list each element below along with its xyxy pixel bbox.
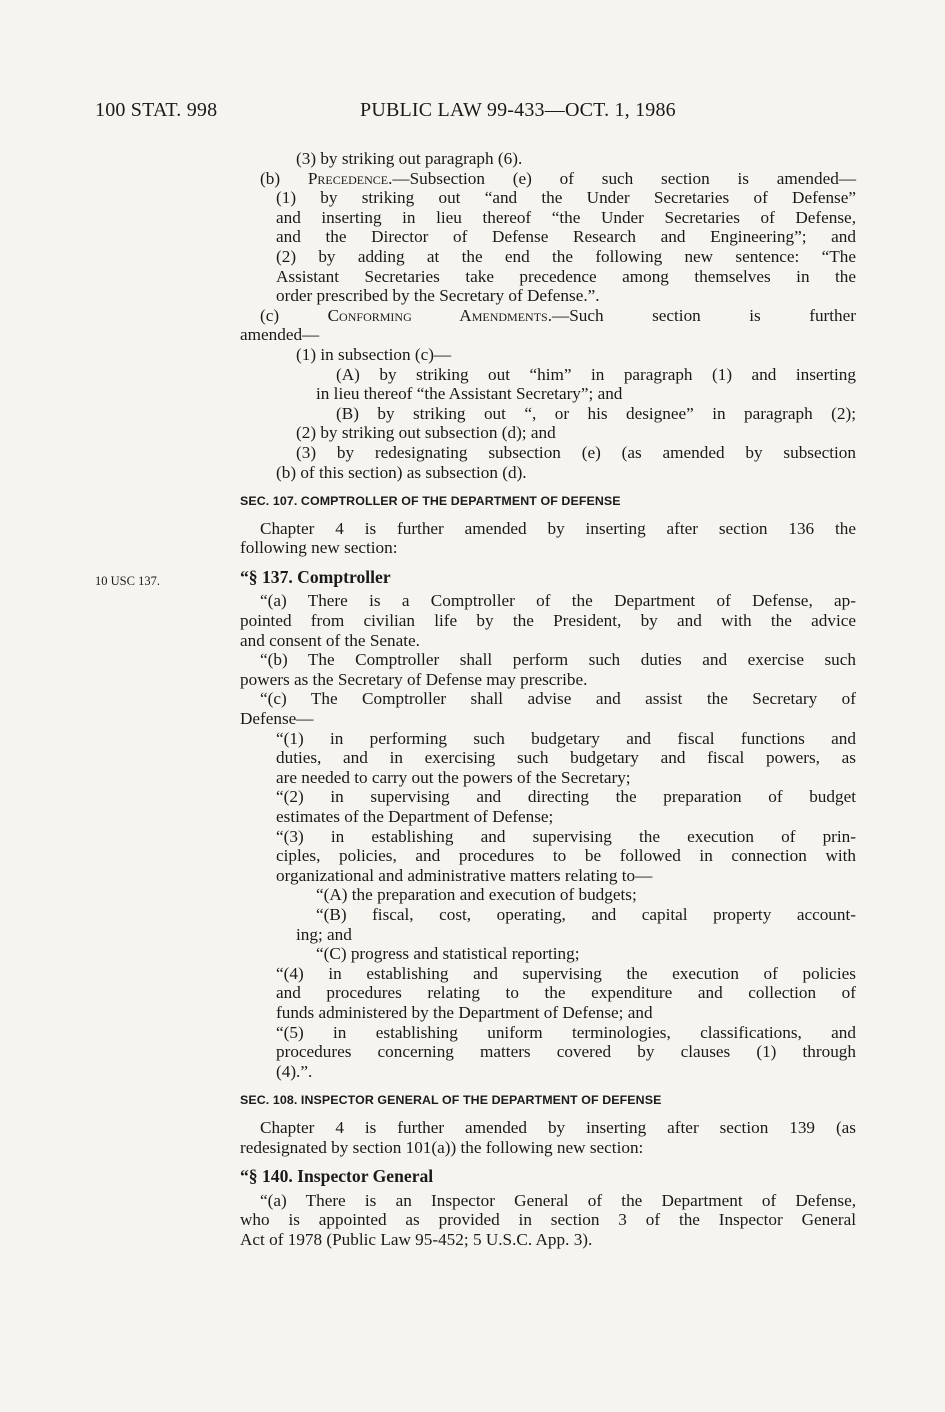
statute-body bbox=[240, 149, 856, 1249]
text-line: procedures concerning matters covered by clauses (1) through bbox=[276, 1042, 856, 1062]
text-line: organizational and administrative matters relating to— bbox=[276, 865, 653, 885]
subsection-heading-precedence: Precedence bbox=[307, 168, 389, 188]
text-line: “(5) in establishing uniform terminologies, classifications, and bbox=[276, 1022, 856, 1042]
text-line: Assistant Secretaries take precedence among themselves in the bbox=[276, 266, 856, 286]
text-line: following new section: bbox=[240, 538, 398, 558]
text-line: (3) by redesignating subsection (e) (as amended by subsection bbox=[296, 442, 856, 462]
text-line: “(2) in supervising and directing the preparation of budget bbox=[276, 787, 856, 807]
text-line: (1) by striking out “and the Under Secretaries of Defense” bbox=[276, 188, 856, 208]
text-line: “(c) The Comptroller shall advise and assist the Secretary of bbox=[260, 689, 856, 709]
section-title-140: “§ 140. Inspector General bbox=[240, 1166, 434, 1187]
text-line: “(4) in establishing and supervising the execution of policies bbox=[276, 963, 856, 983]
text-line: (2) by striking out subsection (d); and bbox=[296, 423, 556, 443]
subsection-heading-conforming: Conforming Amendments bbox=[327, 305, 548, 325]
text-line: ciples, policies, and procedures to be followed in connection with bbox=[276, 846, 856, 866]
text-line: (c) Conforming Amendments.—Such section is further bbox=[260, 305, 856, 325]
page-header-title: PUBLIC LAW 99-433—OCT. 1, 1986 bbox=[360, 99, 676, 121]
text-line: (4).”. bbox=[276, 1061, 313, 1081]
text-line: “(A) the preparation and execution of budgets; bbox=[316, 885, 637, 905]
text-line: (A) by striking out “him” in paragraph (1) and inserting bbox=[336, 364, 856, 384]
text-line: who is appointed as provided in section 3 of the Inspector General bbox=[240, 1210, 856, 1230]
text-line: (B) by striking out “, or his designee” in paragraph (2); bbox=[336, 403, 856, 423]
text-line: Chapter 4 is further amended by inserting after section 136 the bbox=[260, 518, 856, 538]
text-line: amended— bbox=[240, 325, 320, 345]
text-line: Act of 1978 (Public Law 95-452; 5 U.S.C. App. 3). bbox=[240, 1229, 593, 1249]
section-heading-107: SEC. 107. COMPTROLLER OF THE DEPARTMENT OF DEFENSE bbox=[240, 494, 621, 509]
text-line: order prescribed by the Secretary of Defense.”. bbox=[276, 286, 600, 306]
text-line: “(a) There is a Comptroller of the Department of Defense, ap- bbox=[260, 591, 856, 611]
text-line: (2) by adding at the end the following new sentence: “The bbox=[276, 246, 856, 266]
text-line: (b) of this section) as subsection (d). bbox=[276, 462, 527, 482]
text-line: and procedures relating to the expenditure and collection of bbox=[276, 983, 856, 1003]
text-line: Chapter 4 is further amended by inserting after section 139 (as bbox=[260, 1117, 856, 1137]
text-line: duties, and in exercising such budgetary and fiscal powers, as bbox=[276, 748, 856, 768]
text-line: in lieu thereof “the Assistant Secretary”; and bbox=[316, 384, 623, 404]
text-line: (b) Precedence.—Subsection (e) of such section is amended— bbox=[260, 168, 857, 188]
text-line: (3) by striking out paragraph (6). bbox=[296, 149, 523, 168]
section-title-137: “§ 137. Comptroller bbox=[240, 566, 391, 587]
text-line: “(3) in establishing and supervising the execution of prin- bbox=[276, 826, 856, 846]
text-line: Defense— bbox=[240, 709, 314, 729]
text-line: “(C) progress and statistical reporting; bbox=[316, 944, 580, 964]
text-line: powers as the Secretary of Defense may prescribe. bbox=[240, 669, 588, 689]
text-line: estimates of the Department of Defense; bbox=[276, 807, 554, 826]
page-header-stat: 100 STAT. 998 bbox=[95, 99, 218, 121]
text-line: funds administered by the Department of Defense; and bbox=[276, 1002, 653, 1022]
text-line: ing; and bbox=[296, 924, 352, 944]
margin-citation: 10 USC 137. bbox=[95, 574, 160, 588]
text-line: (1) in subsection (c)— bbox=[296, 344, 452, 364]
section-heading-108: SEC. 108. INSPECTOR GENERAL OF THE DEPARTMENT OF DEFENSE bbox=[240, 1093, 662, 1108]
text-line: and consent of the Senate. bbox=[240, 630, 420, 650]
text-line: “(B) fiscal, cost, operating, and capital property account- bbox=[316, 904, 856, 924]
text-line: are needed to carry out the powers of the Secretary; bbox=[276, 767, 631, 787]
text-line: and inserting in lieu thereof “the Under Secretaries of Defense, bbox=[276, 207, 856, 227]
text-line: “(a) There is an Inspector General of the Department of Defense, bbox=[260, 1190, 856, 1210]
text-line: “(1) in performing such budgetary and fiscal functions and bbox=[276, 728, 856, 748]
text-line: “(b) The Comptroller shall perform such duties and exercise such bbox=[260, 650, 856, 670]
text-line: and the Director of Defense Research and Engineering”; and bbox=[276, 227, 856, 247]
text-line: redesignated by section 101(a)) the following new section: bbox=[240, 1137, 644, 1157]
text-line: pointed from civilian life by the President, by and with the advice bbox=[240, 611, 856, 631]
